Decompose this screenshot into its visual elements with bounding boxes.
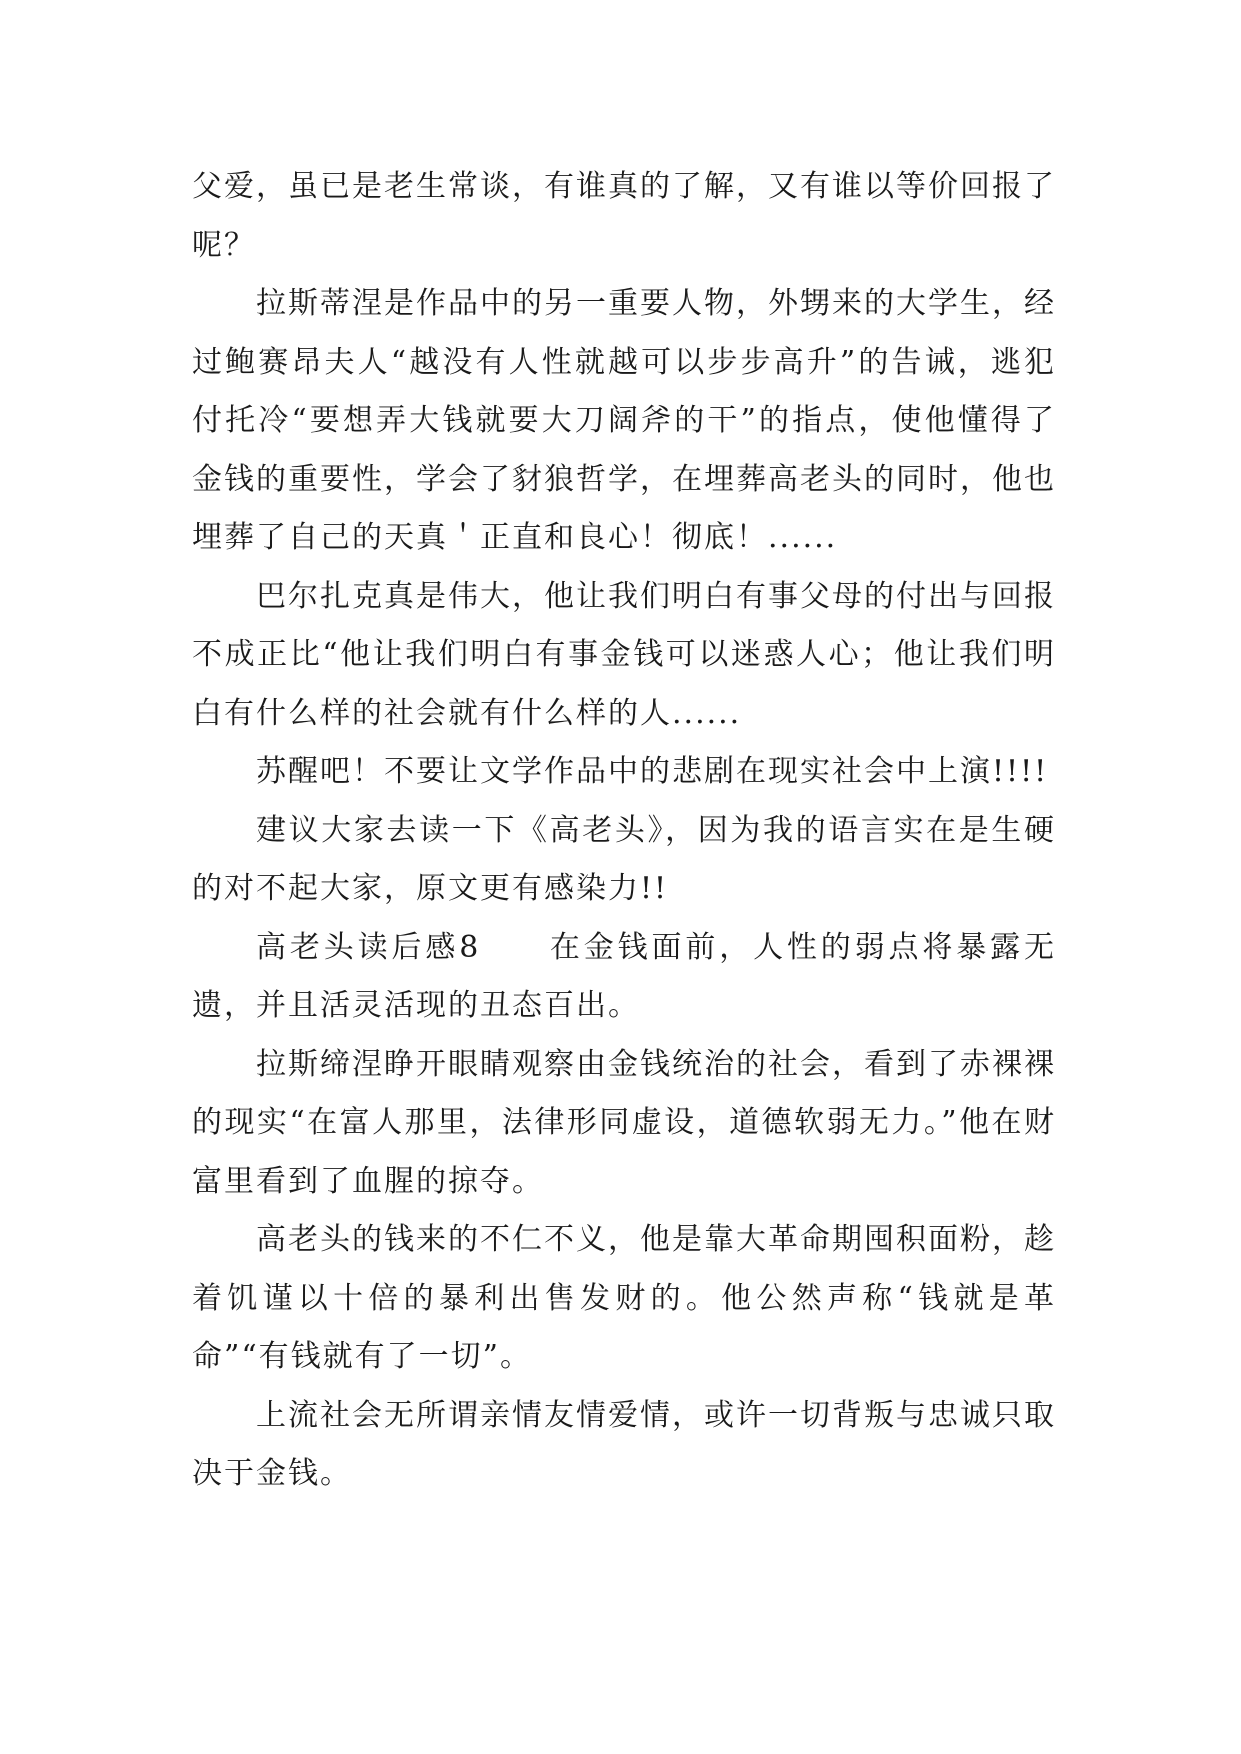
- paragraph: 拉斯蒂涅是作品中的另一重要人物，外甥来的大学生，经过鲍赛昂夫人“越没有人性就越可以步步高升”的告诫，逃犯付托冷“要想弄大钱就要大刀阔斧的干”的指点，使他懂得了金钱的重要性，学会了豺狼哲学，在埋葬高老头的同时，他也埋葬了自己的天真＇正直和良心！彻底！......: [192, 286, 1056, 555]
- paragraph: 苏醒吧！不要让文学作品中的悲剧在现实社会中上演!!!!: [256, 754, 1049, 789]
- paragraph: 父爱，虽已是老生常谈，有谁真的了解，又有谁以等价回报了呢？: [192, 169, 1056, 263]
- paragraph: 拉斯缔涅睁开眼睛观察由金钱统治的社会，看到了赤裸裸的现实“在富人那里，法律形同虚设，道德软弱无力。”他在财富里看到了血腥的掠夺。: [192, 1046, 1056, 1199]
- paragraph: 高老头读后感8 在金钱面前，人性的弱点将暴露无遗，并且活灵活现的丑态百出。: [192, 929, 1056, 1023]
- paragraph: 巴尔扎克真是伟大，他让我们明白有事父母的付出与回报不成正比“他让我们明白有事金钱可以迷惑人心；他让我们明白有什么样的社会就有什么样的人......: [192, 578, 1056, 731]
- paragraph: 建议大家去读一下《高老头》，因为我的语言实在是生硬的对不起大家，原文更有感染力!!: [192, 812, 1056, 906]
- document-body: [192, 158, 1056, 1504]
- paragraph: 上流社会无所谓亲情友情爱情，或许一切背叛与忠诚只取决于金钱。: [192, 1397, 1056, 1491]
- paragraph: 高老头的钱来的不仁不义，他是靠大革命期囤积面粉，趁着饥谨以十倍的暴利出售发财的。他公然声称“钱就是革命”“有钱就有了一切”。: [192, 1222, 1056, 1374]
